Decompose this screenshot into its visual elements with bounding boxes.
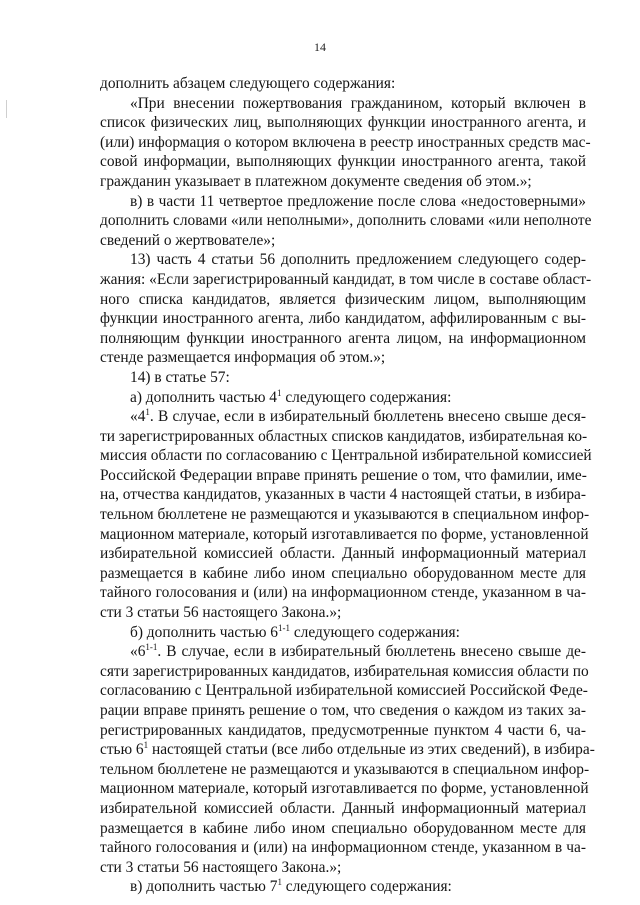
paragraph: [100, 388, 586, 408]
text-line: регистрированных кандидатов, предусмотренные пунктом 4 части 6, ча-: [100, 721, 586, 739]
text-line: согласованию с Центральной избирательной комиссией Российской Феде-: [100, 682, 588, 700]
text-run: настоящей статьи (все либо отдельные из этих сведений), в избира-: [148, 741, 595, 759]
text-line: размещается в кабине либо ином специально оборудованном месте для: [100, 564, 586, 582]
text-line: на, отчества кандидатов, указанных в части 4 настоящей статьи, в избира-: [100, 486, 586, 504]
text-run: а) дополнить частью 4: [130, 388, 277, 406]
text-line: мационном материале, который изготавливается по форме, установленной: [100, 525, 589, 543]
text-line: рации вправе принять решение о том, что сведения о каждом из таких за-: [100, 702, 586, 719]
text-run: «4: [130, 408, 146, 426]
text-line: 13) часть 4 статьи 56 дополнить предложением следующего содер-: [130, 251, 586, 269]
text-line: (или) информация о котором включена в реестр иностранных средств мас-: [100, 133, 591, 151]
superscript-index: 1-1: [145, 642, 158, 653]
text-line: избирательной комиссией области. Данный информационный материал: [100, 799, 586, 817]
text-run: . В случае, если в избирательный бюллетень внесено свыше деся-: [149, 408, 586, 426]
text-line: дополнить словами «или неполными», дополнить словами «или неполноте: [100, 212, 592, 230]
paragraph: [100, 368, 586, 388]
text-run: «6: [130, 643, 146, 661]
text-line: [100, 642, 586, 662]
paragraph: [100, 250, 592, 368]
text-line: тайного голосования и (или) на информационном стенде, указанном в ча-: [100, 839, 586, 857]
text-line: размещается в кабине либо ином специально оборудованном месте для: [100, 819, 586, 837]
text-line: [100, 407, 586, 427]
text-line: [100, 740, 595, 760]
text-line: в) в части 11 четвертое предложение после слова «недостоверными»: [130, 192, 586, 210]
text-line: «При внесении пожертвования гражданином, который включен в: [130, 94, 586, 112]
text-line: гражданин указывает в платежном документе сведения об этом.»;: [100, 172, 532, 190]
scan-mark: [6, 100, 7, 118]
superscript-index: 1: [277, 877, 282, 888]
text-line: ного списка кандидатов, является физическим лицом, выполняющим: [100, 290, 586, 308]
text-line: стенде размещается информация об этом.»;: [100, 349, 386, 367]
superscript-index: 1: [143, 740, 149, 751]
paragraph: [100, 877, 586, 897]
paragraph: [100, 642, 595, 877]
text-line: тельном бюллетене не размещаются и указываются в специальном инфор-: [100, 760, 590, 778]
text-line: функции иностранного агента, либо кандидатом, аффилированным с вы-: [100, 310, 586, 328]
text-line: избирательной комиссией области. Данный информационный материал: [100, 545, 586, 563]
text-run: . В случае, если в избирательный бюллетень внесено свыше де-: [157, 643, 586, 661]
paragraph: [100, 192, 592, 251]
document-body: [100, 74, 595, 897]
text-line: сти 3 статьи 56 настоящего Закона.»;: [100, 858, 342, 876]
text-line: мационном материале, который изготавливается по форме, установленной: [100, 780, 589, 798]
text-line: ти зарегистрированных областных списков кандидатов, избирательная ко-: [100, 427, 588, 445]
paragraph: [100, 407, 592, 623]
text-line: 14) в статье 57:: [130, 368, 230, 386]
text-run: следующего содержания:: [281, 878, 452, 896]
text-line: тайного голосования и (или) на информационном стенде, указанном в ча-: [100, 584, 586, 602]
text-line: полняющим функции иностранного агента лицом, на информационном: [100, 329, 586, 347]
paragraph: [100, 74, 586, 94]
text-line: Российской Федерации вправе принять решение о том, что фамилии, име-: [100, 466, 587, 484]
text-line: список физических лиц, выполняющих функции иностранного агента, и: [100, 114, 586, 132]
text-line: [100, 623, 586, 643]
paragraph: [100, 94, 591, 192]
text-line: сяти зарегистрированных кандидатов, избирательная комиссия области по: [100, 662, 589, 680]
text-line: миссия области по согласованию с Центральной избирательной комиссией: [100, 447, 592, 465]
text-line: совой информации, выполняющих функции иностранного агента, такой: [100, 153, 586, 171]
superscript-index: 1: [277, 387, 282, 398]
text-run: следующего содержания:: [281, 388, 452, 406]
text-run: следующего содержания:: [290, 623, 460, 641]
superscript-index: 1: [145, 407, 150, 418]
text-line: [100, 388, 586, 408]
text-line: [100, 877, 586, 897]
superscript-index: 1-1: [278, 622, 290, 633]
text-run: б) дополнить частью 6: [130, 623, 278, 641]
text-line: дополнить абзацем следующего содержания:: [100, 75, 396, 92]
paragraph: [100, 623, 586, 643]
text-run: стью 6: [100, 741, 144, 759]
text-line: сведений о жертвователе»;: [100, 231, 276, 249]
text-line: тельном бюллетене не размещаются и указываются в специальном инфор-: [100, 506, 590, 524]
text-line: жания: «Если зарегистрированный кандидат, в том числе в составе област-: [100, 270, 592, 288]
page-number: 14: [314, 40, 326, 54]
text-run: в) дополнить частью 7: [130, 878, 278, 896]
text-line: сти 3 статьи 56 настоящего Закона.»;: [100, 604, 342, 622]
